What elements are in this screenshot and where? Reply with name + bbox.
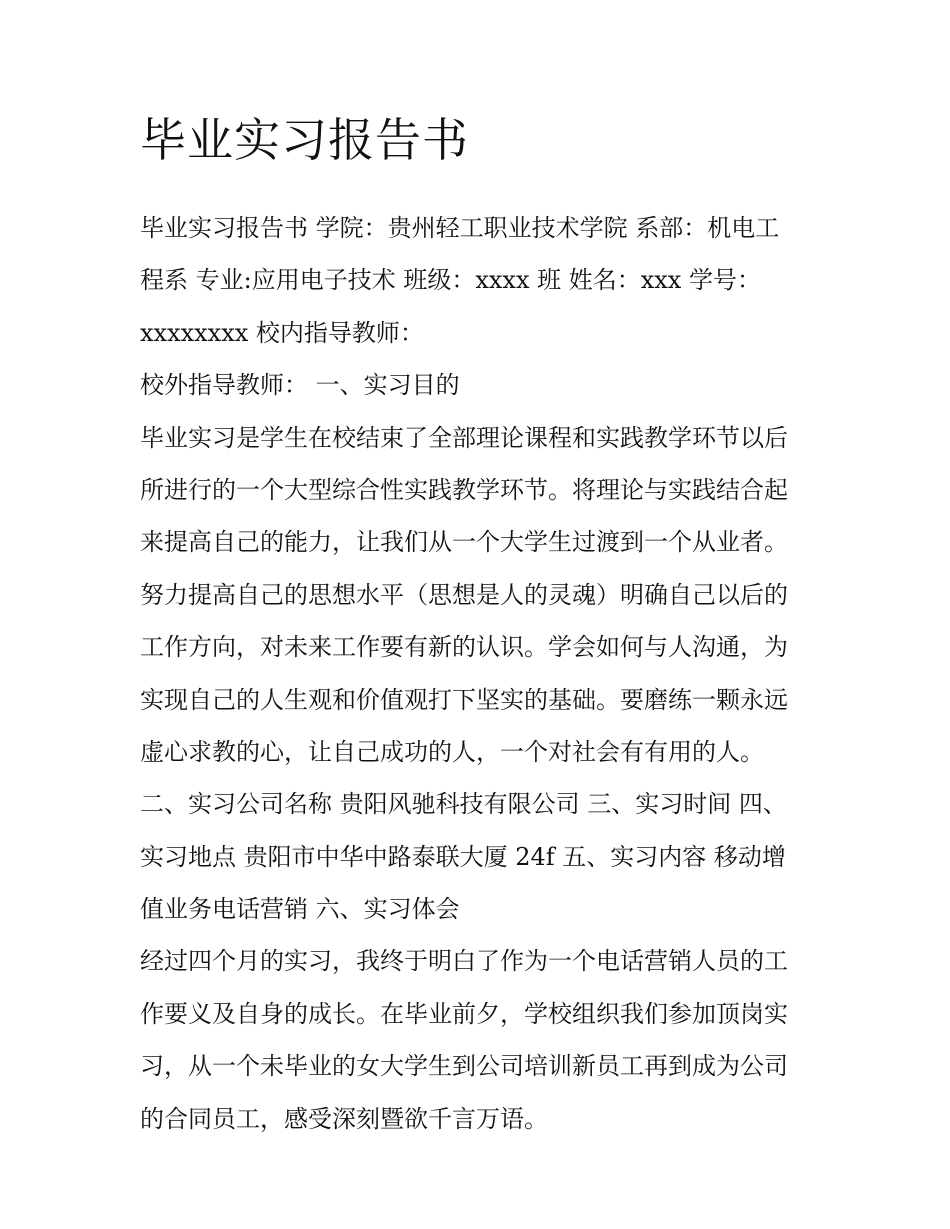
document-title: 毕业实习报告书 [140, 113, 469, 167]
body-line: 实习地点 贵阳市中华中路泰联大厦 24f 五、实习内容 移动增 [140, 842, 786, 871]
body-line: 校外指导教师： 一、实习目的 [140, 371, 460, 400]
body-line: 值业务电话营销 六、实习体会 [140, 895, 460, 924]
body-line: xxxxxxxx 校内指导教师： [140, 318, 424, 347]
document-body [140, 202, 840, 1145]
body-line: 虚心求教的心，让自己成功的人，一个对社会有有用的人。 [140, 737, 764, 766]
body-line: 实现自己的人生观和价值观打下坚实的基础。要磨练一颗永远 [140, 685, 788, 714]
body-line: 作要义及自身的成长。在毕业前夕，学校组织我们参加顶岗实 [140, 999, 788, 1028]
body-line: 二、实习公司名称 贵阳风驰科技有限公司 三、实习时间 四、 [140, 790, 787, 819]
body-line: 的合同员工，感受深刻暨欲千言万语。 [140, 1104, 548, 1133]
body-line: 程系 专业:应用电子技术 班级：xxxx 班 姓名：xxx 学号： [140, 266, 761, 295]
body-line: 经过四个月的实习，我终于明白了作为一个电话营销人员的工 [140, 947, 788, 976]
body-line: 工作方向，对未来工作要有新的认识。学会如何与人沟通，为 [140, 633, 788, 662]
body-line: 毕业实习是学生在校结束了全部理论课程和实践教学环节以后 [140, 423, 788, 452]
body-line: 努力提高自己的思想水平（思想是人的灵魂）明确自己以后的 [140, 580, 788, 609]
body-line: 习，从一个未毕业的女大学生到公司培训新员工再到成为公司 [140, 1052, 788, 1081]
body-line: 所进行的一个大型综合性实践教学环节。将理论与实践结合起 [140, 475, 788, 504]
body-line: 来提高自己的能力，让我们从一个大学生过渡到一个从业者。 [140, 528, 788, 557]
body-line: 毕业实习报告书 学院：贵州轻工职业技术学院 系部：机电工 [140, 214, 780, 242]
